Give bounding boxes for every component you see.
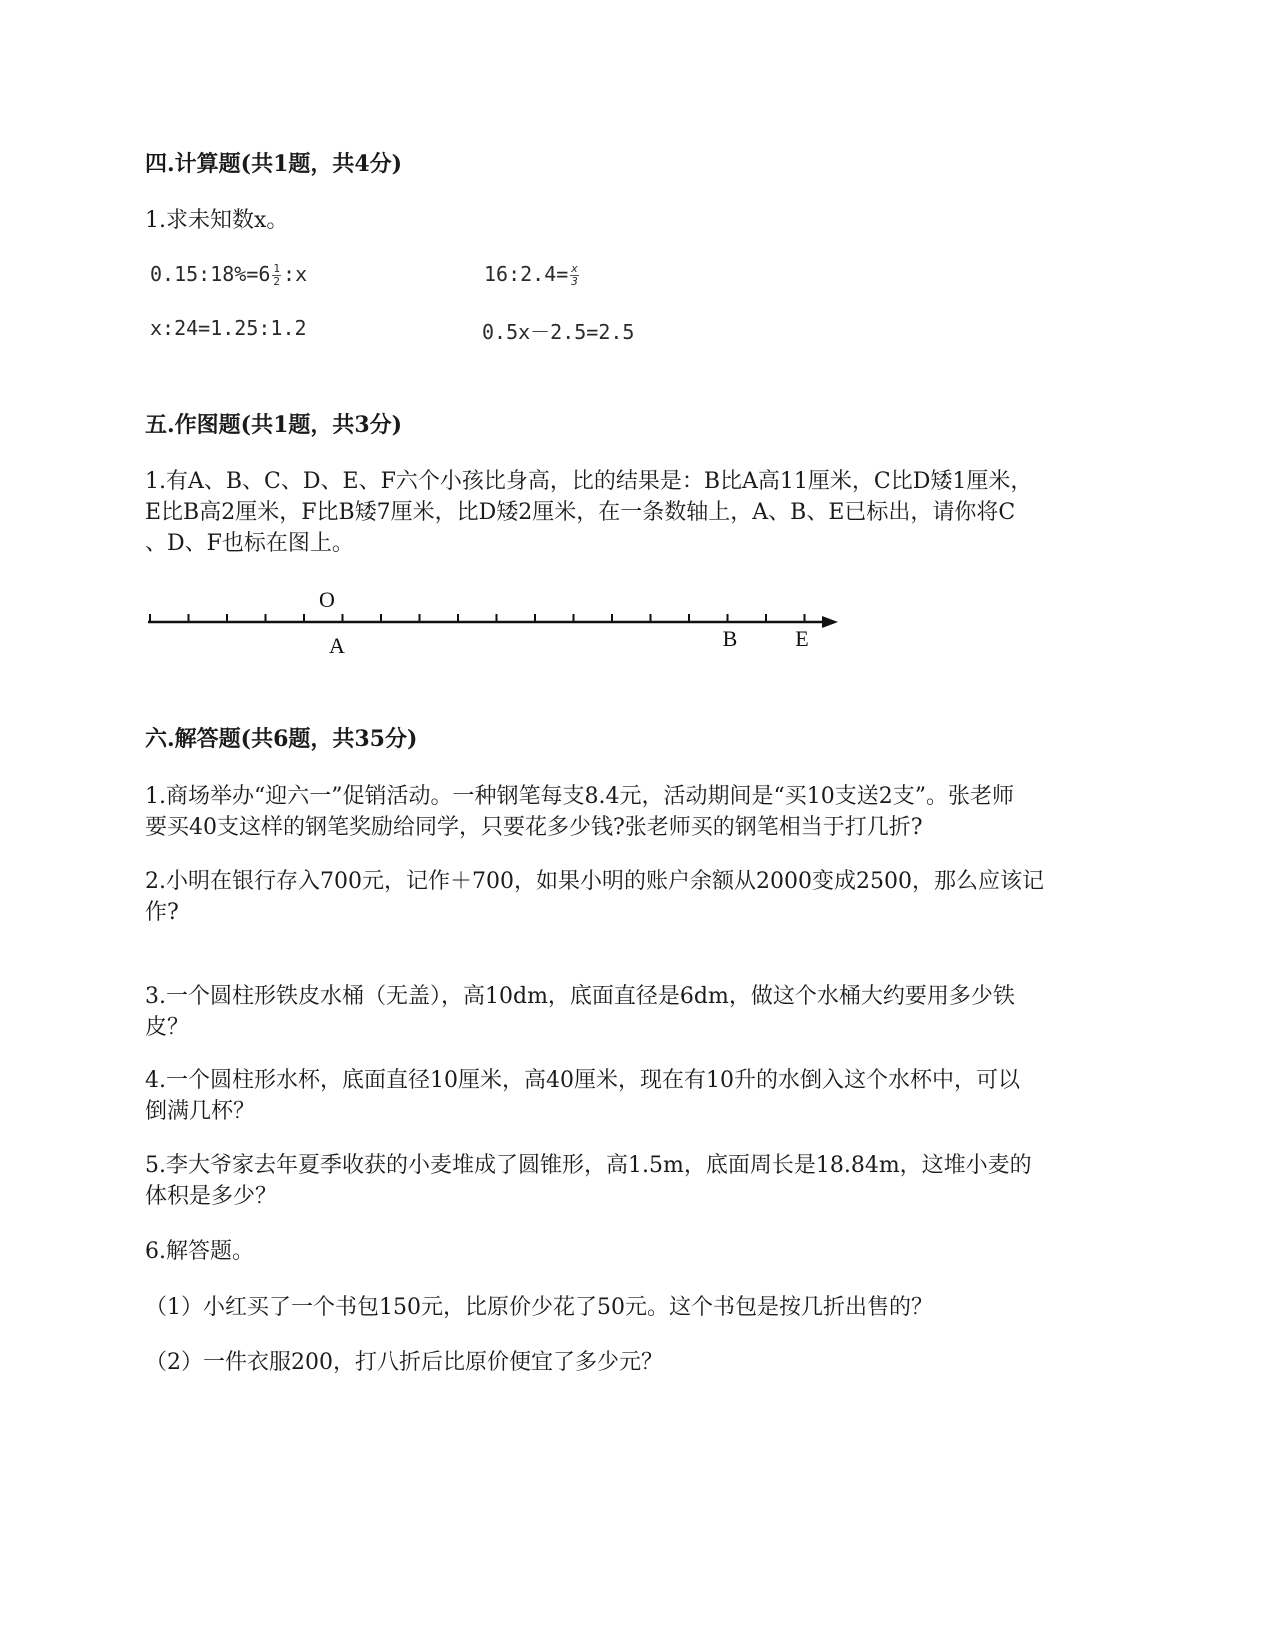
section-5-question-1-line-2: E比B高2厘米，F比B矮7厘米，比D矮2厘米，在一条数轴上，A、B、E已标出，请你将C xyxy=(145,500,1016,525)
origin-label: O xyxy=(319,587,335,612)
point-b-label: B xyxy=(722,626,738,651)
equation-2 xyxy=(484,262,581,288)
section-5-question-1-line-3: 、D、F也标在图上。 xyxy=(145,531,354,556)
equation-1-right: :x xyxy=(283,262,308,286)
section-4-question-1: 1.求未知数x。 xyxy=(145,208,289,233)
section-5-heading: 五.作图题(共1题，共3分) xyxy=(145,412,403,438)
equation-2-fraction-numerator: x xyxy=(571,262,578,275)
section-6-question-4-line-2: 倒满几杯？ xyxy=(145,1099,256,1124)
number-line-ticks xyxy=(150,614,805,622)
equation-1-fraction-numerator: 1 xyxy=(273,262,281,275)
section-6-question-6-sub-2: （2）一件衣服200，打八折后比原价便宜了多少元？ xyxy=(145,1350,663,1375)
section-6-question-5-line-1: 5.李大爷家去年夏季收获的小麦堆成了圆锥形，高1.5m，底面周长是18.84m，这堆小麦的 xyxy=(145,1153,1032,1178)
equation-2-fraction xyxy=(570,263,579,288)
section-6-question-1-line-2: 要买40支这样的钢笔奖励给同学，只要花多少钱?张老师买的钢笔相当于打几折? xyxy=(145,815,923,840)
section-6-question-3-line-1: 3.一个圆柱形铁皮水桶（无盖），高10dm，底面直径是6dm，做这个水桶大约要用多少铁 xyxy=(145,984,1015,1009)
equation-1-left: 0.15:18%=6 xyxy=(150,262,271,286)
section-5-question-1-line-1: 1.有A、B、C、D、E、F六个小孩比身高，比的结果是：B比A高11厘米，C比D矮1厘米， xyxy=(145,469,1033,494)
section-6-question-6: 6.解答题。 xyxy=(145,1239,254,1264)
equation-3: x:24=1.25:1.2 xyxy=(150,316,307,340)
section-6-question-6-sub-1: （1）小红买了一个书包150元，比原价少花了50元。这个书包是按几折出售的？ xyxy=(145,1295,933,1320)
section-6-question-1-line-1: 1.商场举办“迎六一”促销活动。一种钢笔每支8.4元，活动期间是“买10支送2支”。张老师 xyxy=(145,784,1014,809)
point-a-label: A xyxy=(329,633,345,658)
equation-4: 0.5x－2.5=2.5 xyxy=(482,320,635,344)
section-6-question-2-line-1: 2.小明在银行存入700元，记作＋700，如果小明的账户余额从2000变成2500，那么应该记 xyxy=(145,869,1044,894)
section-6-question-2-line-2: 作? xyxy=(145,900,179,925)
equation-2-left: 16:2.4= xyxy=(484,262,569,286)
equation-1-fraction xyxy=(272,263,281,288)
equation-1-fraction-denominator: 2 xyxy=(273,275,281,288)
section-4-heading: 四.计算题(共1题，共4分) xyxy=(145,151,403,177)
section-6-question-4-line-1: 4.一个圆柱形水杯，底面直径10厘米，高40厘米，现在有10升的水倒入这个水杯中，可以 xyxy=(145,1068,1020,1093)
equation-1 xyxy=(150,262,307,288)
section-6-heading: 六.解答题(共6题，共35分) xyxy=(145,726,418,752)
section-6-question-5-line-2: 体积是多少？ xyxy=(145,1184,278,1209)
number-line-arrow xyxy=(822,616,838,628)
section-6-question-3-line-2: 皮？ xyxy=(145,1015,190,1040)
number-line-figure xyxy=(140,582,850,662)
equation-2-fraction-denominator: 3 xyxy=(571,275,578,288)
point-e-label: E xyxy=(795,626,809,651)
